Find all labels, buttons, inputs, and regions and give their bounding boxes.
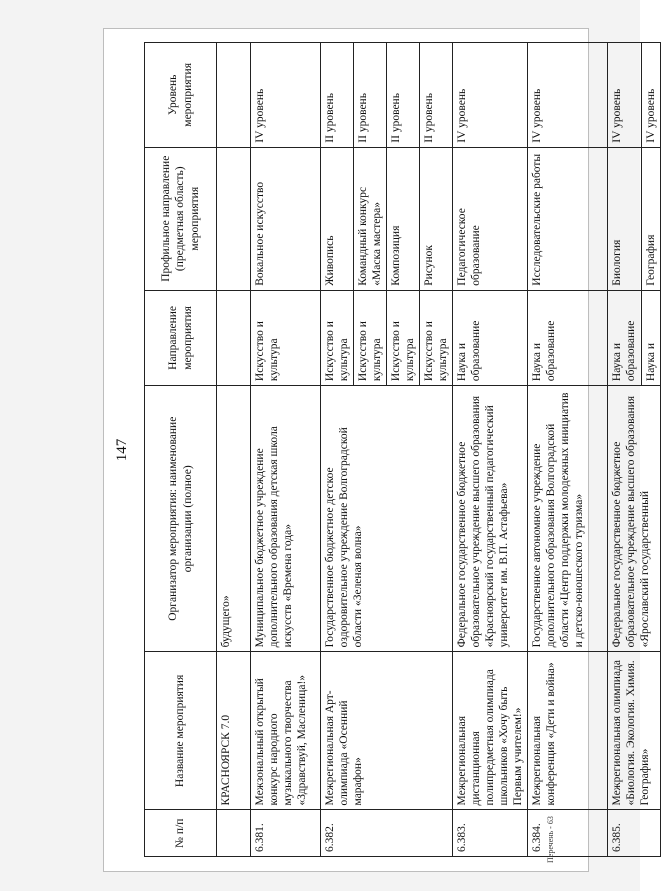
cell-num: 6.385. — [608, 810, 661, 857]
table-header-row — [145, 43, 217, 857]
cell-profile — [217, 147, 251, 290]
cell-profile: Биология — [608, 147, 642, 290]
cell-name: Межрегиональная конференция «Дети и война» — [528, 652, 608, 810]
table-row — [217, 43, 251, 857]
cell-direction: Искусство и культура — [387, 290, 420, 385]
cell-profile: Исследовательские работы — [528, 147, 608, 290]
cell-num: 6.384. — [528, 810, 608, 857]
cell-direction: Наука и образование — [608, 290, 642, 385]
header-name: Название мероприятия — [145, 652, 217, 810]
cell-direction: Наука и образование — [453, 290, 528, 385]
cell-profile: Командный конкурс «Маска мастера» — [354, 147, 387, 290]
header-level: Уровень мероприятия — [145, 43, 217, 148]
cell-num — [217, 810, 251, 857]
table-row — [251, 43, 321, 857]
cell-direction: Наука и — [642, 290, 661, 385]
cell-org: Федеральное государственное бюджетное образовательное учреждение высшего образования «Ярославский государственный — [608, 386, 661, 652]
cell-level — [217, 43, 251, 148]
header-direction: Направление мероприятия — [145, 290, 217, 385]
footnote: Перечень - 63 — [546, 816, 555, 863]
cell-direction: Искусство и культура — [251, 290, 321, 385]
rotated-content — [104, 29, 658, 871]
cell-level: IV уровень — [528, 43, 608, 148]
cell-name: Межрегиональная дистанционная полипредметная олимпиада школьников «Хочу быть Первым учителем!» — [453, 652, 528, 810]
cell-profile: Композиция — [387, 147, 420, 290]
cell-num: 6.382. — [321, 810, 453, 857]
table-row — [321, 43, 354, 857]
cell-level: IV уровень — [453, 43, 528, 148]
cell-level: II уровень — [354, 43, 387, 148]
header-org: Организатор мероприятия: наименование организации (полное) — [145, 386, 217, 652]
cell-profile: Рисунок — [420, 147, 453, 290]
cell-level: IV уровень — [251, 43, 321, 148]
events-table — [144, 42, 661, 857]
cell-level: II уровень — [321, 43, 354, 148]
table-row — [453, 43, 528, 857]
cell-org: Муниципальное бюджетное учреждение дополнительного образования детская школа искусств «Времена года» — [251, 386, 321, 652]
cell-direction: Искусство и культура — [321, 290, 354, 385]
table-row — [528, 43, 608, 857]
document-page — [103, 28, 658, 872]
cell-level: II уровень — [387, 43, 420, 148]
cell-name: Межрегиональная Арт-олимпиада «Осенний марафон» — [321, 652, 453, 810]
cell-level: IV уровень — [608, 43, 642, 148]
header-profile: Профильное направление (предметная область) мероприятия — [145, 147, 217, 290]
header-num: № п/п — [145, 810, 217, 857]
table-row — [608, 43, 642, 857]
cell-profile: Вокальное искусство — [251, 147, 321, 290]
cell-direction: Искусство и культура — [420, 290, 453, 385]
cell-profile: Педагогическое образование — [453, 147, 528, 290]
cell-org: Государственное бюджетное детское оздоровительное учреждение Волгоградской области «Зеленая волна» — [321, 386, 453, 652]
cell-profile: Живопись — [321, 147, 354, 290]
cell-num: 6.383. — [453, 810, 528, 857]
cell-direction: Наука и образование — [528, 290, 608, 385]
cell-org: будущего» — [217, 386, 251, 652]
cell-num: 6.381. — [251, 810, 321, 857]
cell-direction: Искусство и культура — [354, 290, 387, 385]
cell-name: Межрегиональная олимпиада «Биология. Экология. Химия. География» — [608, 652, 661, 810]
cell-direction — [217, 290, 251, 385]
cell-name: КРАСНОЯРСК 7.0 — [217, 652, 251, 810]
cell-level: II уровень — [420, 43, 453, 148]
page-number: 147 — [114, 438, 130, 462]
cell-org: Государственное автономное учреждение дополнительного образования Волгоградской области «Центр поддержки молодежных инициатив и детско-юношеского туризма» — [528, 386, 608, 652]
cell-profile: География — [642, 147, 661, 290]
cell-name: Межзональный открытый конкурс народного музыкального творчества «Здравствуй, Масленица!» — [251, 652, 321, 810]
cell-org: Федеральное государственное бюджетное образовательное учреждение высшего образования «Красноярский государственный педагогический университет им. В.П. Астафьева» — [453, 386, 528, 652]
cell-level: IV уровень — [642, 43, 661, 148]
